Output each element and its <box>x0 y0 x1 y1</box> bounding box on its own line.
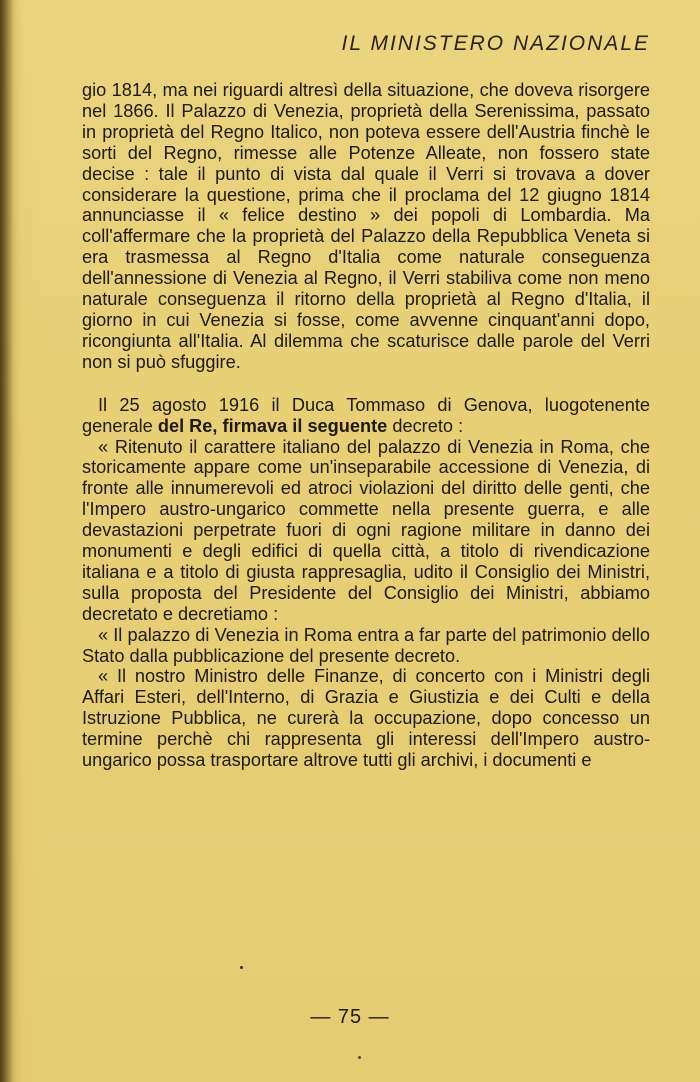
paragraph-gap <box>82 373 650 395</box>
paragraph-decree-preamble: « Ritenuto il carattere italiano del palazzo di Venezia in Roma, che storicamente appare come un'inseparabile accessione di Venezia, di fronte alle innumerevoli ed atroci violazioni del diritto delle genti, che l'Impero austro-ungarico commette nella presente guerra, e alle devastazioni perpetrate fuori di ogni ragione militare in danno dei monumenti e degli edifici di quella città, a titolo di rivendicazione italiana e a titolo di giusta rappresaglia, udito il Consiglio dei Ministri, sulla proposta del Presidente del Consiglio dei Ministri, abbiamo decretato e decretiamo : <box>82 436 650 624</box>
paragraph-decree-article-1: « Il palazzo di Venezia in Roma entra a far parte del patrimonio dello Stato dalla pubblicazione del presente decreto. <box>82 624 650 666</box>
print-speck <box>358 1056 361 1059</box>
paragraph-decree-intro <box>82 395 650 437</box>
body-text <box>82 80 650 771</box>
print-speck <box>240 966 243 969</box>
binding-shadow <box>0 0 14 1082</box>
decree-intro-bold: del Re, firmava il seguente <box>157 415 388 436</box>
decree-intro-text: Il 25 agosto 1916 il Duca Tommaso di Genova, luogotenente generale <box>82 394 650 436</box>
paragraph-decree-article-2: « Il nostro Ministro delle Finanze, di concerto con i Ministri degli Affari Esteri, dell'Interno, di Grazia e Giustizia e dei Culti e della Istruzione Pubblica, ne curerà la occupazione, dopo concesso un termine perchè chi rappresenta gli interessi dell'Impero austro-ungarico possa trasportare altrove tutti gli archivi, i documenti e <box>82 666 650 771</box>
page-number: — 75 — <box>310 1006 390 1028</box>
decree-intro-end: decreto : <box>387 415 464 436</box>
paragraph-continuation: gio 1814, ma nei riguardi altresì della situazione, che doveva risorgere nel 1866. Il Palazzo di Venezia, proprietà della Serenissima, passato in proprietà del Regno Italico, non poteva essere dell'Austria finchè le sorti del Regno, rimesse alle Potenze Alleate, non fossero state decise : tale il punto di vista dal quale il Verri si trovava a dover considerare la questione, prima che il proclama del 12 giugno 1814 annunciasse il « felice destino » dei popoli di Lombardia. Ma coll'affermare che la proprietà del Palazzo della Repubblica Veneta si era trasmessa al Regno d'Italia come naturale conseguenza dell'annessione di Venezia al Regno, il Verri stabiliva come non meno naturale conseguenza il ritorno della proprietà al Regno d'Italia, il giorno in cui Venezia si fosse, come avvenne cinquant'anni dopo, ricongiunta all'Italia. Al dilemma che scaturisce dalle parole del Verri non si può sfuggire. <box>82 80 650 372</box>
running-header: IL MINISTERO NAZIONALE <box>341 32 650 55</box>
